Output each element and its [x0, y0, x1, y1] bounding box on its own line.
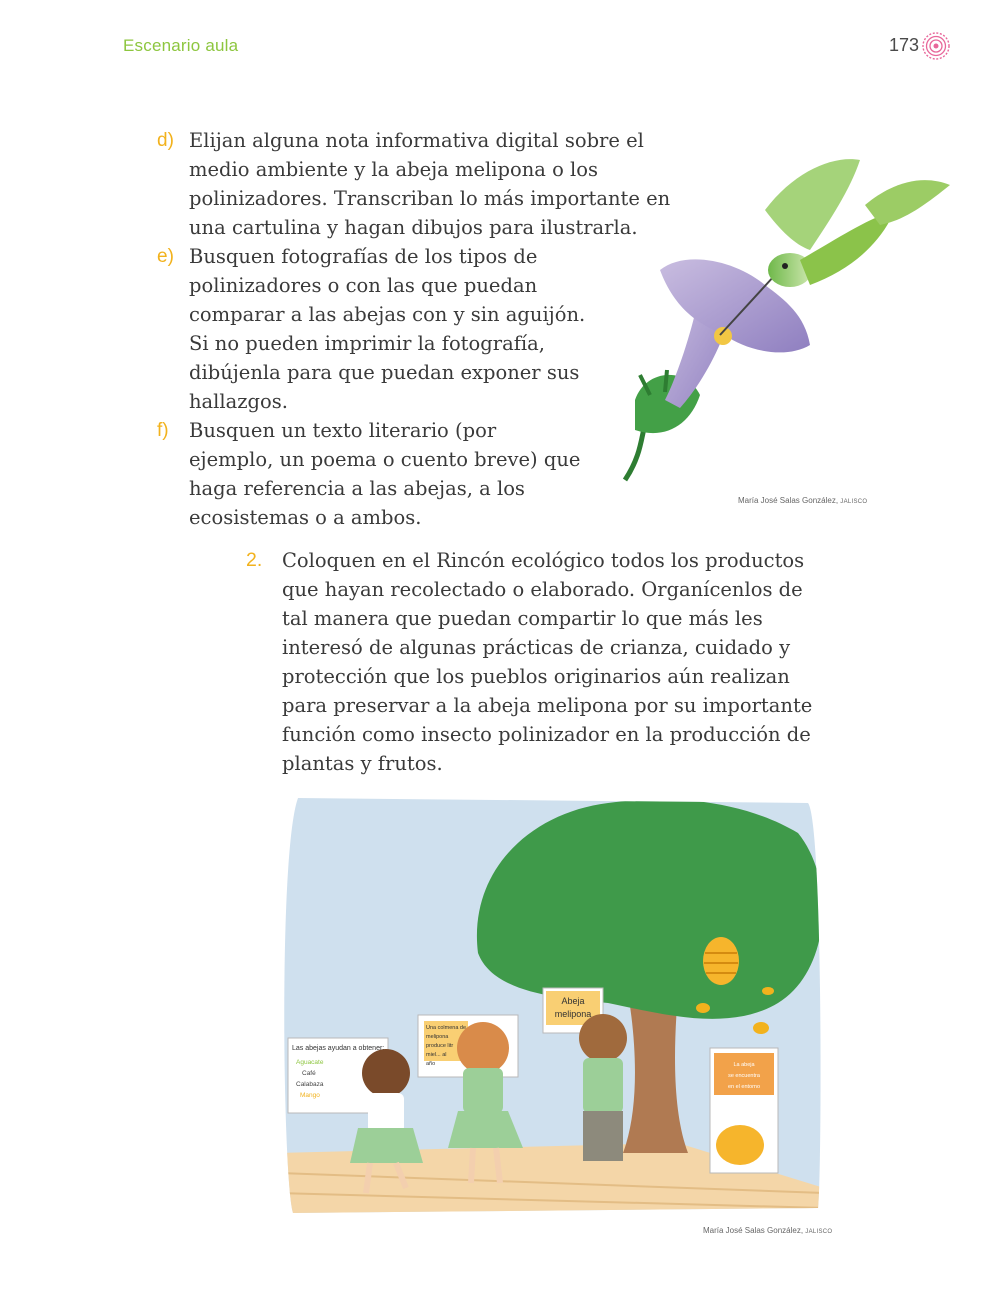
poster-left-item: Calabaza [296, 1081, 324, 1088]
poster-middle-line: miel... al [426, 1052, 447, 1058]
poster-top-line: Abeja [561, 996, 585, 1006]
list-item-e [157, 242, 677, 416]
poster-right-line: La abeja [733, 1062, 755, 1068]
hummingbird-flower-illustration [605, 150, 955, 490]
item-text: Busquen fotografías de los tipos de polinizadores o con las que puedan comparar a las abejas con y sin aguijón. Si no pueden imprimir la fotografía, dibújenla para que puedan exponer sus hallazgos. [189, 245, 586, 413]
poster-right-line: se encuentra [728, 1073, 760, 1079]
classroom-illustration [278, 793, 824, 1223]
poster-middle-line: año [426, 1061, 436, 1067]
poster-top-line: melipona [554, 1009, 592, 1019]
item-text: Busquen un texto literario (por ejemplo, un poema o cuento breve) que haga referencia a las abejas, a los ecosistemas o a ambos. [189, 419, 581, 529]
credit-name: María José Salas González, [738, 496, 839, 505]
credit-state: JALISCO [840, 499, 868, 505]
poster-left-item: Mango [300, 1092, 320, 1099]
list-item-f [157, 416, 677, 532]
credit-state: JALISCO [805, 1229, 833, 1235]
illustration-credit [738, 496, 867, 505]
section-title: Escenario aula [123, 36, 239, 55]
credit-name: María José Salas González, [703, 1226, 804, 1235]
step-number: 2. [246, 549, 263, 571]
poster-left-title: Las abejas ayudan a obtener: [292, 1045, 385, 1052]
page-number: 173 [889, 35, 920, 55]
item-letter: f) [157, 420, 169, 441]
poster-middle-line: Una colmena de [426, 1025, 467, 1031]
page-ornament-icon [921, 31, 951, 61]
step-text: Coloquen en el Rincón ecológico todos los productos que hayan recolectado o elaborado. Organícenlos de tal manera que puedan compartir lo que más les interesó de algunas prácticas de crianza, cuidado y protección que los pueblos originarios aún realizan para preservar a la abeja melipona por su importante función como insecto polinizador en la producción de plantas y frutos. [282, 549, 813, 775]
poster-left-item: Aguacate [296, 1059, 324, 1066]
poster-middle-line: melipona [426, 1034, 449, 1040]
illustration-credit [703, 1226, 832, 1235]
poster-right-line: en el entorno [727, 1084, 761, 1090]
item-letter: d) [157, 130, 174, 151]
item-letter: e) [157, 246, 174, 267]
poster-left-item: Café [302, 1070, 316, 1077]
list-item-d [157, 126, 677, 242]
poster-middle-line: produce litr [426, 1043, 454, 1049]
activity-list [157, 126, 677, 532]
item-text: Elijan alguna nota informativa digital sobre el medio ambiente y la abeja melipona o los polinizadores. Transcriban lo más importante en una cartulina y hagan dibujos para ilustrarla. [189, 129, 671, 239]
step-2 [246, 546, 826, 778]
